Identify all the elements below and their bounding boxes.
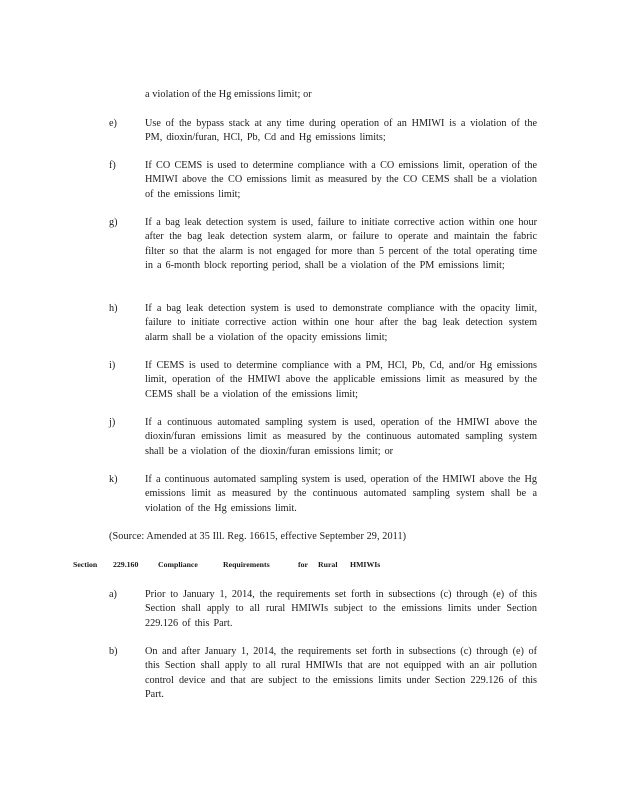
item-text-i: If CEMS is used to determine compliance with a PM, HCl, Pb, Cd, and/or Hg emissions limit, operation of the HMIWI above the applicable emissions limit as measured by the CEMS shall be a violation of the emissions limit; [145, 360, 537, 400]
section-title-word-1: Compliance [158, 560, 198, 569]
section-item-label-a: a) [109, 589, 117, 600]
item-label-k: k) [109, 474, 118, 485]
source-note: (Source: Amended at 35 Ill. Reg. 16615, effective September 29, 2011) [109, 531, 407, 542]
item-text-h: If a bag leak detection system is used to demonstrate compliance with the opacity limit, failure to initiate corrective action within one hour after the bag leak detection system alarm shall be a violation of the opacity emissions limit; [145, 303, 537, 343]
item-label-h: h) [109, 303, 118, 314]
section-title-word-3: for [298, 560, 308, 569]
section-item-text-b: On and after January 1, 2014, the requirements set forth in subsections (c) through (e) of this Section shall apply to all rural HMIWIs that are not equipped with an air pollution control device and that are subject to the emissions limits under Section 229.126 of this Part. [145, 646, 537, 701]
item-text-e: Use of the bypass stack at any time during operation of an HMIWI is a violation of the PM, dioxin/furan, HCl, Pb, Cd and Hg emissions limits; [145, 118, 537, 144]
section-title-word-5: HMIWIs [350, 560, 381, 569]
item-label-f: f) [109, 160, 116, 171]
item-label-i: i) [109, 360, 116, 371]
section-item-label-b: b) [109, 646, 118, 657]
item-text-j: If a continuous automated sampling system is used, operation of the HMIWI above the dioxin/furan emissions limit as measured by the continuous automated sampling system shall be a violation of the dioxin/furan emissions limit; or [145, 417, 537, 457]
item-label-g: g) [109, 217, 118, 228]
item-text-k: If a continuous automated sampling system is used, operation of the HMIWI above the Hg emissions limit as measured by the continuous automated sampling system shall be a violation of the Hg emissions limit. [145, 474, 537, 514]
item-text-g: If a bag leak detection system is used, failure to initiate corrective action within one hour after the bag leak detection system alarm, or failure to operate and maintain the fabric filter so that the alarm is not engaged for more than 5 percent of the total operating time in a 6-month block reporting period, shall be a violation of the PM emissions limit; [145, 217, 537, 272]
item-label-j: j) [109, 417, 116, 428]
item-text-f: If CO CEMS is used to determine compliance with a CO emissions limit, operation of the HMIWI above the CO emissions limit as measured by the CO CEMS shall be a violation of the emissions limit; [145, 160, 537, 200]
item-label-e: e) [109, 118, 117, 129]
section-item-text-a: Prior to January 1, 2014, the requirements set forth in subsections (c) through (e) of this Section shall apply to all rural HMIWIs subject to the emissions limits under Section 229.126 of this Part. [145, 589, 537, 629]
continuation-text: a violation of the Hg emissions limit; or [145, 89, 312, 100]
section-title-word-4: Rural [318, 560, 338, 569]
section-word: Section [73, 560, 98, 569]
section-number: 229.160 [113, 560, 139, 569]
section-title-word-2: Requirements [223, 560, 270, 569]
